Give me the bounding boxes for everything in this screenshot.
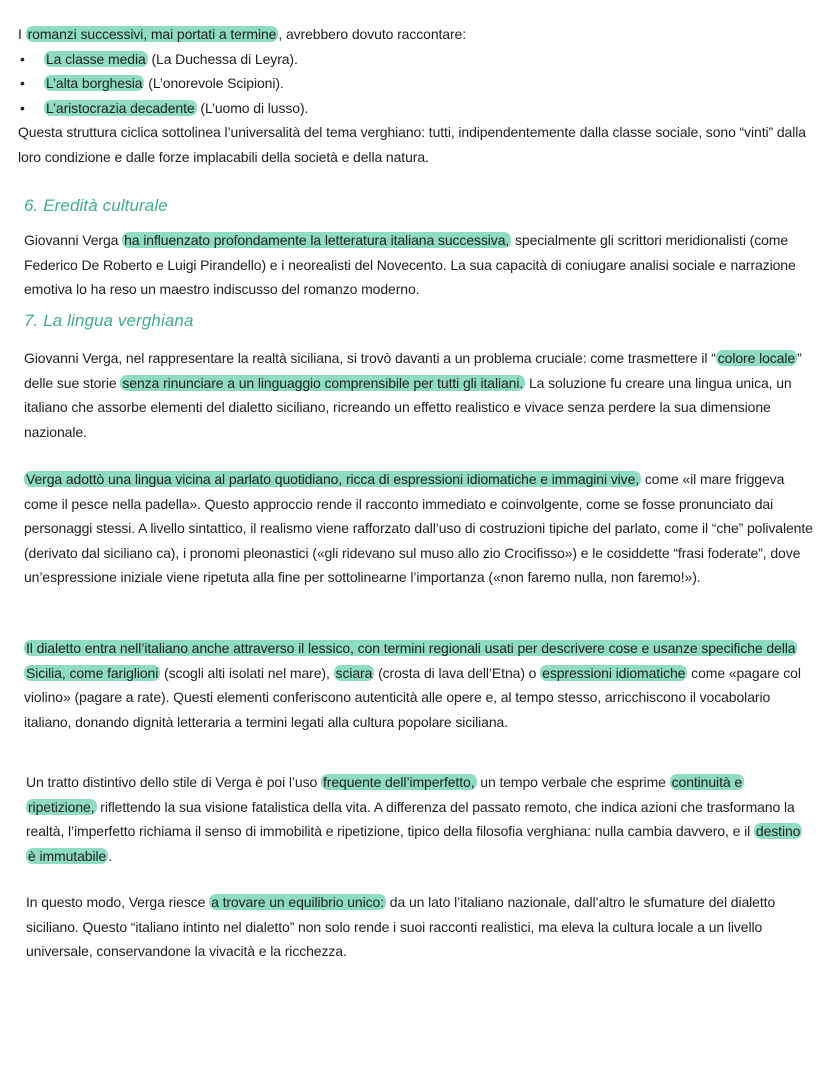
highlight: a trovare un equilibrio unico:	[211, 894, 384, 910]
intro-line: I romanzi successivi, mai portati a termine , avrebbero dovuto raccontare:	[18, 26, 467, 42]
list-item: • La classe media (La Duchessa di Leyra).	[18, 47, 818, 72]
highlight: continuità e ripetizione,	[28, 774, 743, 815]
highlight: L’aristocrazia decadente	[46, 99, 195, 116]
intro-closing: Questa struttura ciclica sottolinea l’universalità del tema verghiano: tutti, indipendentemente dalla classe sociale, sono “vinti” dalla loro condizione e dalle forze implacabili della società e della natura.	[18, 124, 806, 165]
highlight: Il dialetto entra nell’italiano anche attraverso il lessico, con termini regionali usati per descrivere cose e usanze specifiche della Sicilia, come fariglioni	[26, 640, 796, 681]
highlight: senza rinunciare a un linguaggio comprensibile per tutti gli italiani.	[122, 374, 524, 391]
highlight: Verga adottò una lingua vicina al parlato quotidiano, ricca di espressioni idiomatiche e immagini vive,	[26, 471, 640, 487]
section7-paragraph-3: Il dialetto entra nell’italiano anche attraverso il lessico, con termini regionali usati per descrivere cose e usanze specifiche della Sicilia, come fariglioni (scogli alti isolati nel mare), sciara (crosta di lava dell’Etna) o espressioni idiomatiche come «pagare col violino» (pagare a rate). Questi elementi conferiscono autenticità alle opere e, al tempo stesso, arricchiscono il vocabolario italiano, donando dignità letteraria a termini legati alla cultura popolare siciliana.	[24, 640, 801, 730]
highlight: ha influenzato profondamente la letteratura italiana successiva,	[124, 232, 510, 248]
highlight: sciara	[335, 664, 373, 681]
section7-paragraph-5: In questo modo, Verga riesce a trovare un equilibrio unico: da un lato l’italiano nazionale, dall’altro le sfumature del dialetto siciliano. Questo “italiano intinto nel dialetto” non solo rende i suoi racconti realistici, ma eleva la cultura locale a un livello universale, conservandone la vivacità e la ricchezza.	[26, 894, 776, 959]
bullet-list	[18, 47, 818, 121]
highlight: destino è immutabile	[28, 823, 801, 864]
intro-block	[18, 22, 818, 169]
section-heading: 6. Eredità culturale	[24, 196, 168, 215]
highlight: romanzi successivi, mai portati a termine	[27, 26, 277, 42]
highlight: espressioni idiomatiche	[542, 664, 686, 681]
highlight: colore locale	[717, 350, 796, 366]
list-item: • L’alta borghesia (L’onorevole Scipioni).	[18, 71, 818, 96]
section-heading: 7. La lingua verghiana	[24, 311, 194, 330]
section6-paragraph: Giovanni Verga ha influenzato profondamente la letteratura italiana successiva, specialmente gli scrittori meridionalisti (come Federico De Roberto e Luigi Pirandello) e i neorealisti del Novecento. La sua capacità di coniugare analisi sociale e narrazione emotiva lo ha reso un maestro indiscusso del romanzo moderno.	[24, 232, 796, 297]
highlight: frequente dell’imperfetto,	[323, 774, 475, 790]
highlight: L’alta borghesia	[46, 75, 143, 91]
section7-paragraph-2: Verga adottò una lingua vicina al parlato quotidiano, ricca di espressioni idiomatiche e immagini vive, come «il mare friggeva come il pesce nella padella». Questo approccio rende il racconto immediato e coinvolgente, come se fosse pronunciato dai personaggi stessi. A livello sintattico, il realismo viene rafforzato dall’uso di costruzioni tipiche del parlato, come il “che” polivalente (derivato dal siciliano ca), i pronomi pleonastici («gli ridevano sul muso allo zio Crocifisso») e le cosiddette “frasi foderate”, dove un’espressione iniziale viene ripetuta alla fine per sottolinearne l’importanza («non faremo nulla, non faremo!»).	[24, 471, 813, 585]
section7-paragraph-1: Giovanni Verga, nel rappresentare la realtà siciliana, si trovò davanti a un problema cruciale: come trasmettere il “ colore locale ” delle sue storie senza rinunciare a un linguaggio comprensibile per tutti gli italiani. La soluzione fu creare una lingua unica, un italiano che assorbe elementi del dialetto siciliano, ricreando un effetto realistico e vivace senza perdere la sua dimensione nazionale.	[24, 350, 802, 440]
highlight: La classe media	[46, 50, 146, 67]
section7-paragraph-4: Un tratto distintivo dello stile di Verga è poi l’uso frequente dell’imperfetto, un tempo verbale che esprime continuità e ripetizione, riflettendo la sua visione fatalistica della vita. A differenza del passato remoto, che indica azioni che trasformano la realtà, l’imperfetto richiama il senso di immobilità e ripetizione, tipico della filosofia verghiana: nulla cambia davvero, e il destino è immutabile .	[26, 774, 801, 864]
list-item: • L’aristocrazia decadente (L’uomo di lusso).	[18, 96, 818, 121]
